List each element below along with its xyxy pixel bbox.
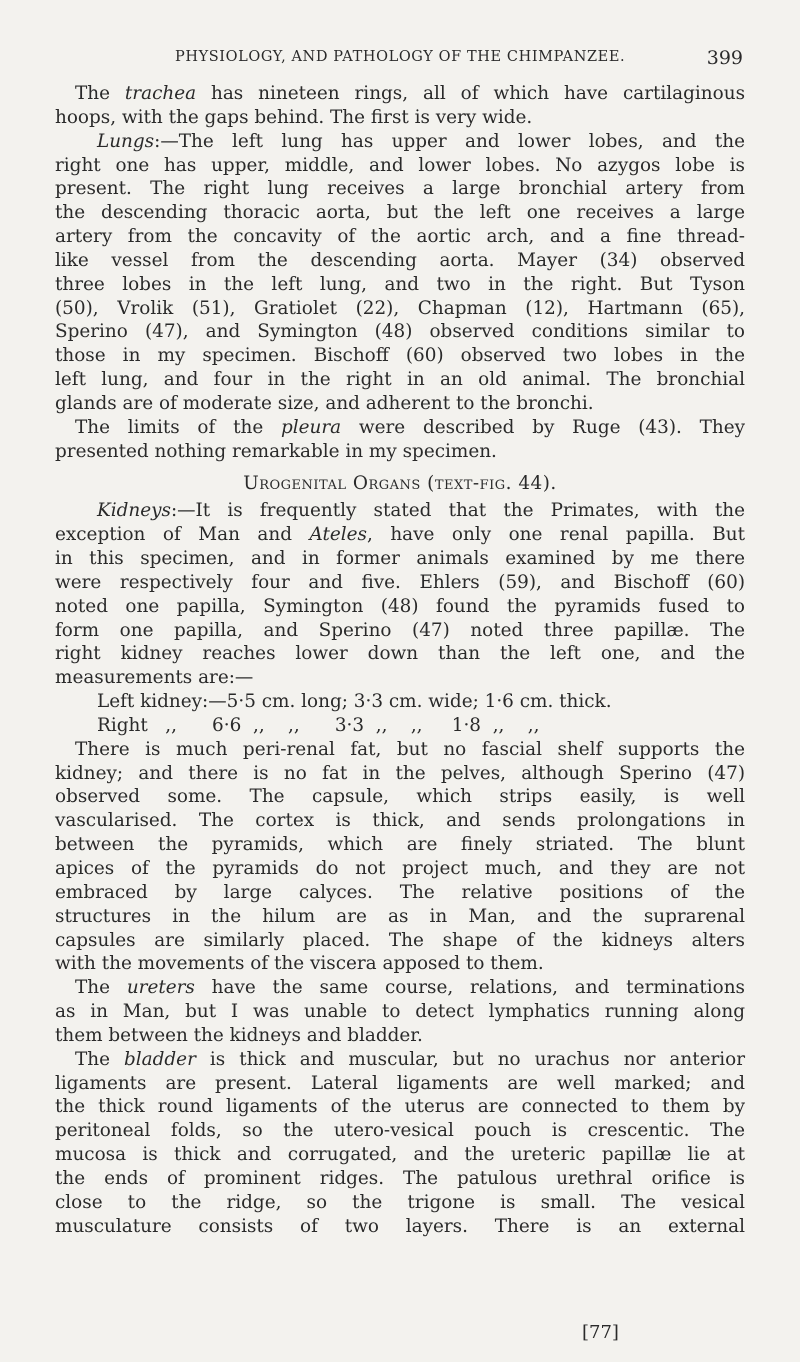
measurement-left-kidney: Left kidney:—5·5 cm. long; 3·3 cm. wide; 1·6 cm. thick.: [97, 691, 612, 713]
text-line: Lungs:—The left lung has upper and lower lobes, and the: [97, 130, 745, 152]
text-line: ligaments are present. Lateral ligaments are well marked; and: [55, 1072, 745, 1094]
italic-term: Kidneys: [97, 500, 171, 522]
text-line: right one has upper, middle, and lower lobes. No azygos lobe is: [55, 154, 745, 176]
text-line: like vessel from the descending aorta. Mayer (34) observed: [55, 249, 745, 271]
running-head: [175, 49, 743, 73]
text-line: apices of the pyramids do not project much, and they are not: [55, 858, 745, 879]
text-line: The limits of the pleura were described by Ruge (43). They: [75, 416, 745, 438]
text-line: as in Man, but I was unable to detect lymphatics running along: [55, 1001, 745, 1023]
signature-mark: [77]: [582, 1322, 619, 1343]
italic-term: trachea: [124, 83, 197, 104]
running-head-title: PHYSIOLOGY, AND PATHOLOGY OF THE CHIMPANZEE.: [175, 49, 626, 65]
text-line: Kidneys:—It is frequently stated that the Primates, with the: [97, 500, 745, 522]
text-line: measurements are:—: [55, 667, 254, 689]
text-line: left lung, and four in the right in an old animal. The bronchial: [55, 369, 745, 391]
italic-term: bladder: [124, 1048, 196, 1070]
text-line: close to the ridge, so the trigone is small. The vesical: [55, 1191, 745, 1213]
text-line: The ureters have the same course, relations, and terminations: [75, 977, 745, 999]
text-line: peritoneal folds, so the utero-vesical pouch is crescentic. The: [55, 1120, 745, 1142]
text-line: noted one papilla, Symington (48) found the pyramids fused to: [55, 595, 745, 617]
text-line: form one papilla, and Sperino (47) noted three papillæ. The: [55, 619, 745, 641]
text-line: the thick round ligaments of the uterus are connected to them by: [55, 1096, 745, 1118]
text-line: kidney; and there is no fat in the pelves, although Sperino (47): [55, 762, 745, 784]
italic-term: Ateles: [309, 524, 367, 546]
text-line: artery from the concavity of the aortic arch, and a fine thread-: [55, 226, 745, 248]
text-line: were respectively four and five. Ehlers (59), and Bischoff (60): [55, 571, 745, 593]
text-line: observed some. The capsule, which strips easily, is well: [55, 786, 745, 808]
text-line: (50), Vrolik (51), Gratiolet (22), Chapman (12), Hartmann (65),: [55, 297, 745, 319]
text-line: vascularised. The cortex is thick, and sends prolongations in: [55, 810, 745, 832]
text-line: present. The right lung receives a large bronchial artery from: [55, 178, 745, 200]
text-line: in this specimen, and in former animals examined by me there: [55, 548, 745, 570]
text-line: the descending thoracic aorta, but the left one receives a large: [55, 202, 745, 224]
italic-term: Lungs: [97, 130, 155, 152]
text-line: exception of Man and Ateles, have only one renal papilla. But: [55, 524, 745, 546]
page-number: 399: [706, 47, 743, 69]
text-line: The bladder is thick and muscular, but no urachus nor anterior: [75, 1048, 745, 1070]
text-line: the ends of prominent ridges. The patulous urethral orifice is: [55, 1167, 745, 1189]
text-line: mucosa is thick and corrugated, and the ureteric papillæ lie at: [55, 1144, 745, 1166]
text-line: musculature consists of two layers. There is an external: [55, 1215, 745, 1237]
italic-term: pleura: [280, 416, 342, 438]
text-line: hoops, with the gaps behind. The first is very wide.: [55, 106, 533, 128]
text-line: them between the kidneys and bladder.: [55, 1024, 423, 1046]
section-heading: Urogenital Organs (text-fig. 44).: [243, 472, 557, 494]
text-line: embraced by large calyces. The relative positions of the: [55, 881, 745, 903]
text-line: Sperino (47), and Symington (48) observed conditions similar to: [55, 321, 745, 343]
text-line: capsules are similarly placed. The shape of the kidneys alters: [55, 929, 745, 951]
text-line: between the pyramids, which are finely striated. The blunt: [55, 834, 745, 856]
text-line: with the movements of the viscera apposed to them.: [55, 953, 544, 975]
text-line: those in my specimen. Bischoff (60) observed two lobes in the: [55, 345, 745, 367]
text-line: There is much peri-renal fat, but no fascial shelf supports the: [75, 738, 745, 760]
text-line: three lobes in the left lung, and two in the right. But Tyson: [55, 273, 745, 295]
text-line: right kidney reaches lower down than the left one, and the: [55, 643, 745, 665]
text-line: presented nothing remarkable in my specimen.: [55, 440, 497, 462]
text-line: The trachea has nineteen rings, all of which have cartilaginous: [75, 83, 746, 104]
body-text: [55, 82, 745, 1239]
text-line: glands are of moderate size, and adherent to the bronchi.: [55, 392, 594, 414]
text-line: structures in the hilum are as in Man, and the suprarenal: [55, 905, 745, 927]
measurement-right-kidney: Right ,, 6·6 ,, ,, 3·3 ,, ,, 1·8 ,, ,,: [97, 714, 540, 736]
italic-term: ureters: [126, 977, 195, 999]
